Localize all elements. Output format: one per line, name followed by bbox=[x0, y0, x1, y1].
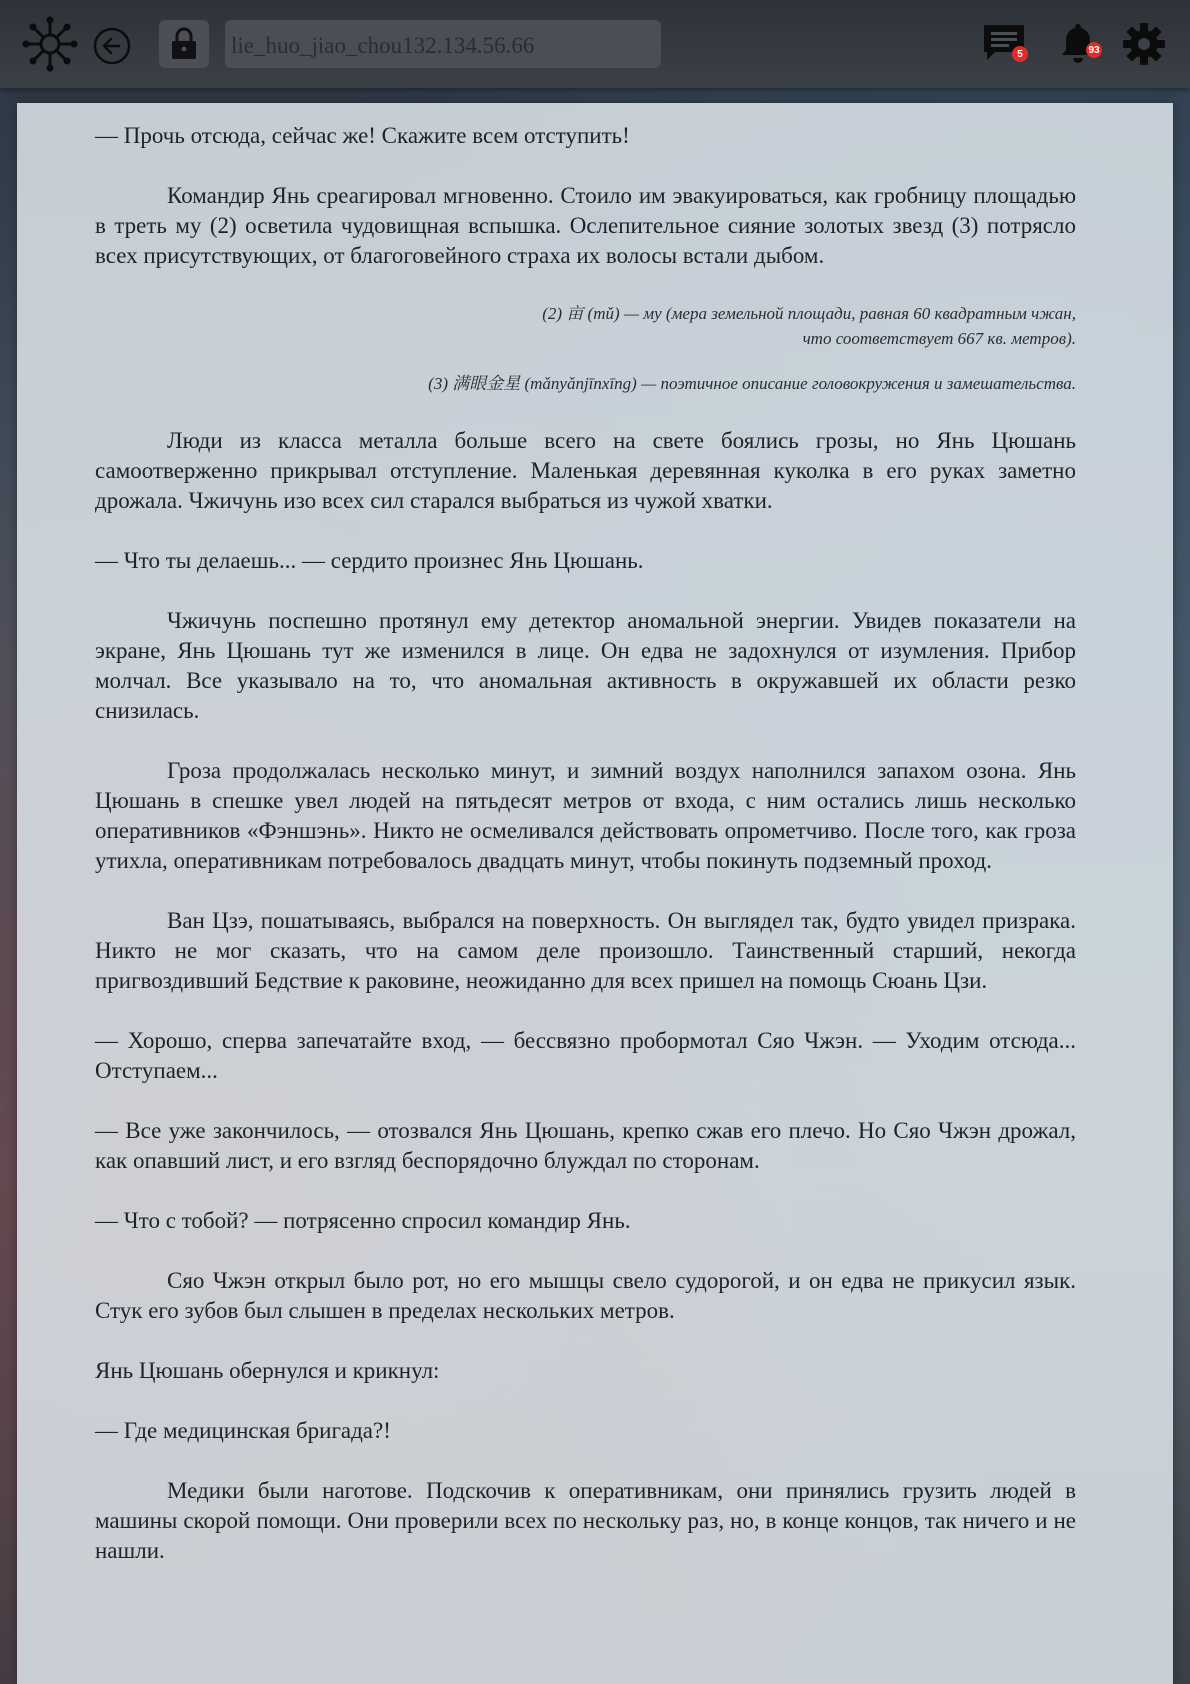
reader-page bbox=[17, 103, 1173, 1684]
lock-icon bbox=[168, 27, 200, 61]
chapter-text bbox=[95, 121, 1076, 1596]
paragraph-10: — Что с тобой? — потрясенно спросил командир Янь. bbox=[95, 1208, 631, 1233]
paragraph-9: — Все уже закончилось, — отозвался Янь Цюшань, крепко сжав его плечо. Но Сяо Чжэн дрожал, как опавший лист, и его взгляд беспорядочно блуждал по сторонам. bbox=[95, 1118, 1076, 1173]
url-input[interactable] bbox=[225, 20, 661, 68]
paragraph-13: — Где медицинская бригада?! bbox=[95, 1418, 391, 1443]
paragraph-4: — Что ты делаешь... — сердито произнес Янь Цюшань. bbox=[95, 548, 644, 573]
back-button[interactable] bbox=[90, 24, 134, 68]
paragraph-11: Сяо Чжэн открыл было рот, но его мышцы свело судорогой, и он едва не прикусил язык. Стук его зубов был слышен в пределах нескольких метров. bbox=[95, 1268, 1076, 1323]
footnote-2 bbox=[95, 301, 1076, 351]
paragraph-12: Янь Цюшань обернулся и крикнул: bbox=[95, 1358, 440, 1383]
paragraph-3: Люди из класса металла больше всего на свете боялись грозы, но Янь Цюшань самоотверженно прикрывал отступление. Маленькая деревянная куколка в его руках заметно дрожала. Чжичунь изо всех сил старался выбраться из чужой хватки. bbox=[95, 428, 1076, 513]
notifications-button[interactable] bbox=[1052, 18, 1104, 68]
footnote-2-line-2: что соответствует 667 кв. метров). bbox=[802, 329, 1076, 348]
back-arrow-icon bbox=[92, 26, 132, 66]
logo-icon[interactable] bbox=[22, 16, 78, 72]
top-bar bbox=[0, 0, 1190, 88]
footnote-3: (3) 满眼金星 (mǎnyǎnjīnxīng) — поэтичное описание головокружения и замешательства. bbox=[428, 374, 1076, 393]
footnote-2-line-1: (2) 亩 (mǔ) — му (мера земельной площади, равная 60 квадратным чжан, bbox=[542, 304, 1076, 323]
gear-icon bbox=[1121, 21, 1167, 67]
paragraph-5: Чжичунь поспешно протянул ему детектор аномальной энергии. Увидев показатели на экране, Янь Цюшань тут же изменился в лице. Он едва не задохнулся от изумления. Прибор молчал. Все указывало на то, что аномальная активность в окружавшей их области резко снизилась. bbox=[95, 608, 1076, 723]
paragraph-14: Медики были наготове. Подскочив к оперативникам, они принялись грузить людей в машины скорой помощи. Они проверили всех по нескольку раз, но, в конце концов, так ничего и не нашли. bbox=[95, 1478, 1076, 1563]
messages-badge: 5 bbox=[1012, 46, 1028, 62]
settings-button[interactable] bbox=[1118, 18, 1170, 70]
paragraph-6: Гроза продолжалась несколько минут, и зимний воздух наполнился запахом озона. Янь Цюшань в спешке увел людей на пятьдесят метров от входа, с ним остались лишь несколько оперативников «Фэншэнь». Никто не осмеливался действовать опрометчиво. После того, как гроза утихла, оперативникам потребовалось двадцать минут, чтобы покинуть подземный проход. bbox=[95, 758, 1076, 873]
notifications-badge: 93 bbox=[1086, 42, 1102, 58]
paragraph-7: Ван Цзэ, пошатываясь, выбрался на поверхность. Он выглядел так, будто увидел призрака. Никто не мог сказать, что на самом деле произошло. Таинственный старший, некогда пригвоздивший Бедствие к раковине, неожиданно для всех пришел на помощь Сюань Цзи. bbox=[95, 908, 1076, 993]
paragraph-1: — Прочь отсюда, сейчас же! Скажите всем отступить! bbox=[95, 123, 630, 148]
paragraph-8: — Хорошо, сперва запечатайте вход, — бессвязно пробормотал Сяо Чжэн. — Уходим отсюда... Отступаем... bbox=[95, 1028, 1076, 1083]
messages-button[interactable] bbox=[978, 18, 1030, 68]
paragraph-2: Командир Янь среагировал мгновенно. Стоило им эвакуироваться, как гробницу площадью в треть му (2) осветила чудовищная вспышка. Ослепительное сияние золотых звезд (3) потрясло всех присутствующих, от благоговейного страха их волосы встали дыбом. bbox=[95, 183, 1076, 268]
lock-button[interactable] bbox=[159, 20, 209, 68]
